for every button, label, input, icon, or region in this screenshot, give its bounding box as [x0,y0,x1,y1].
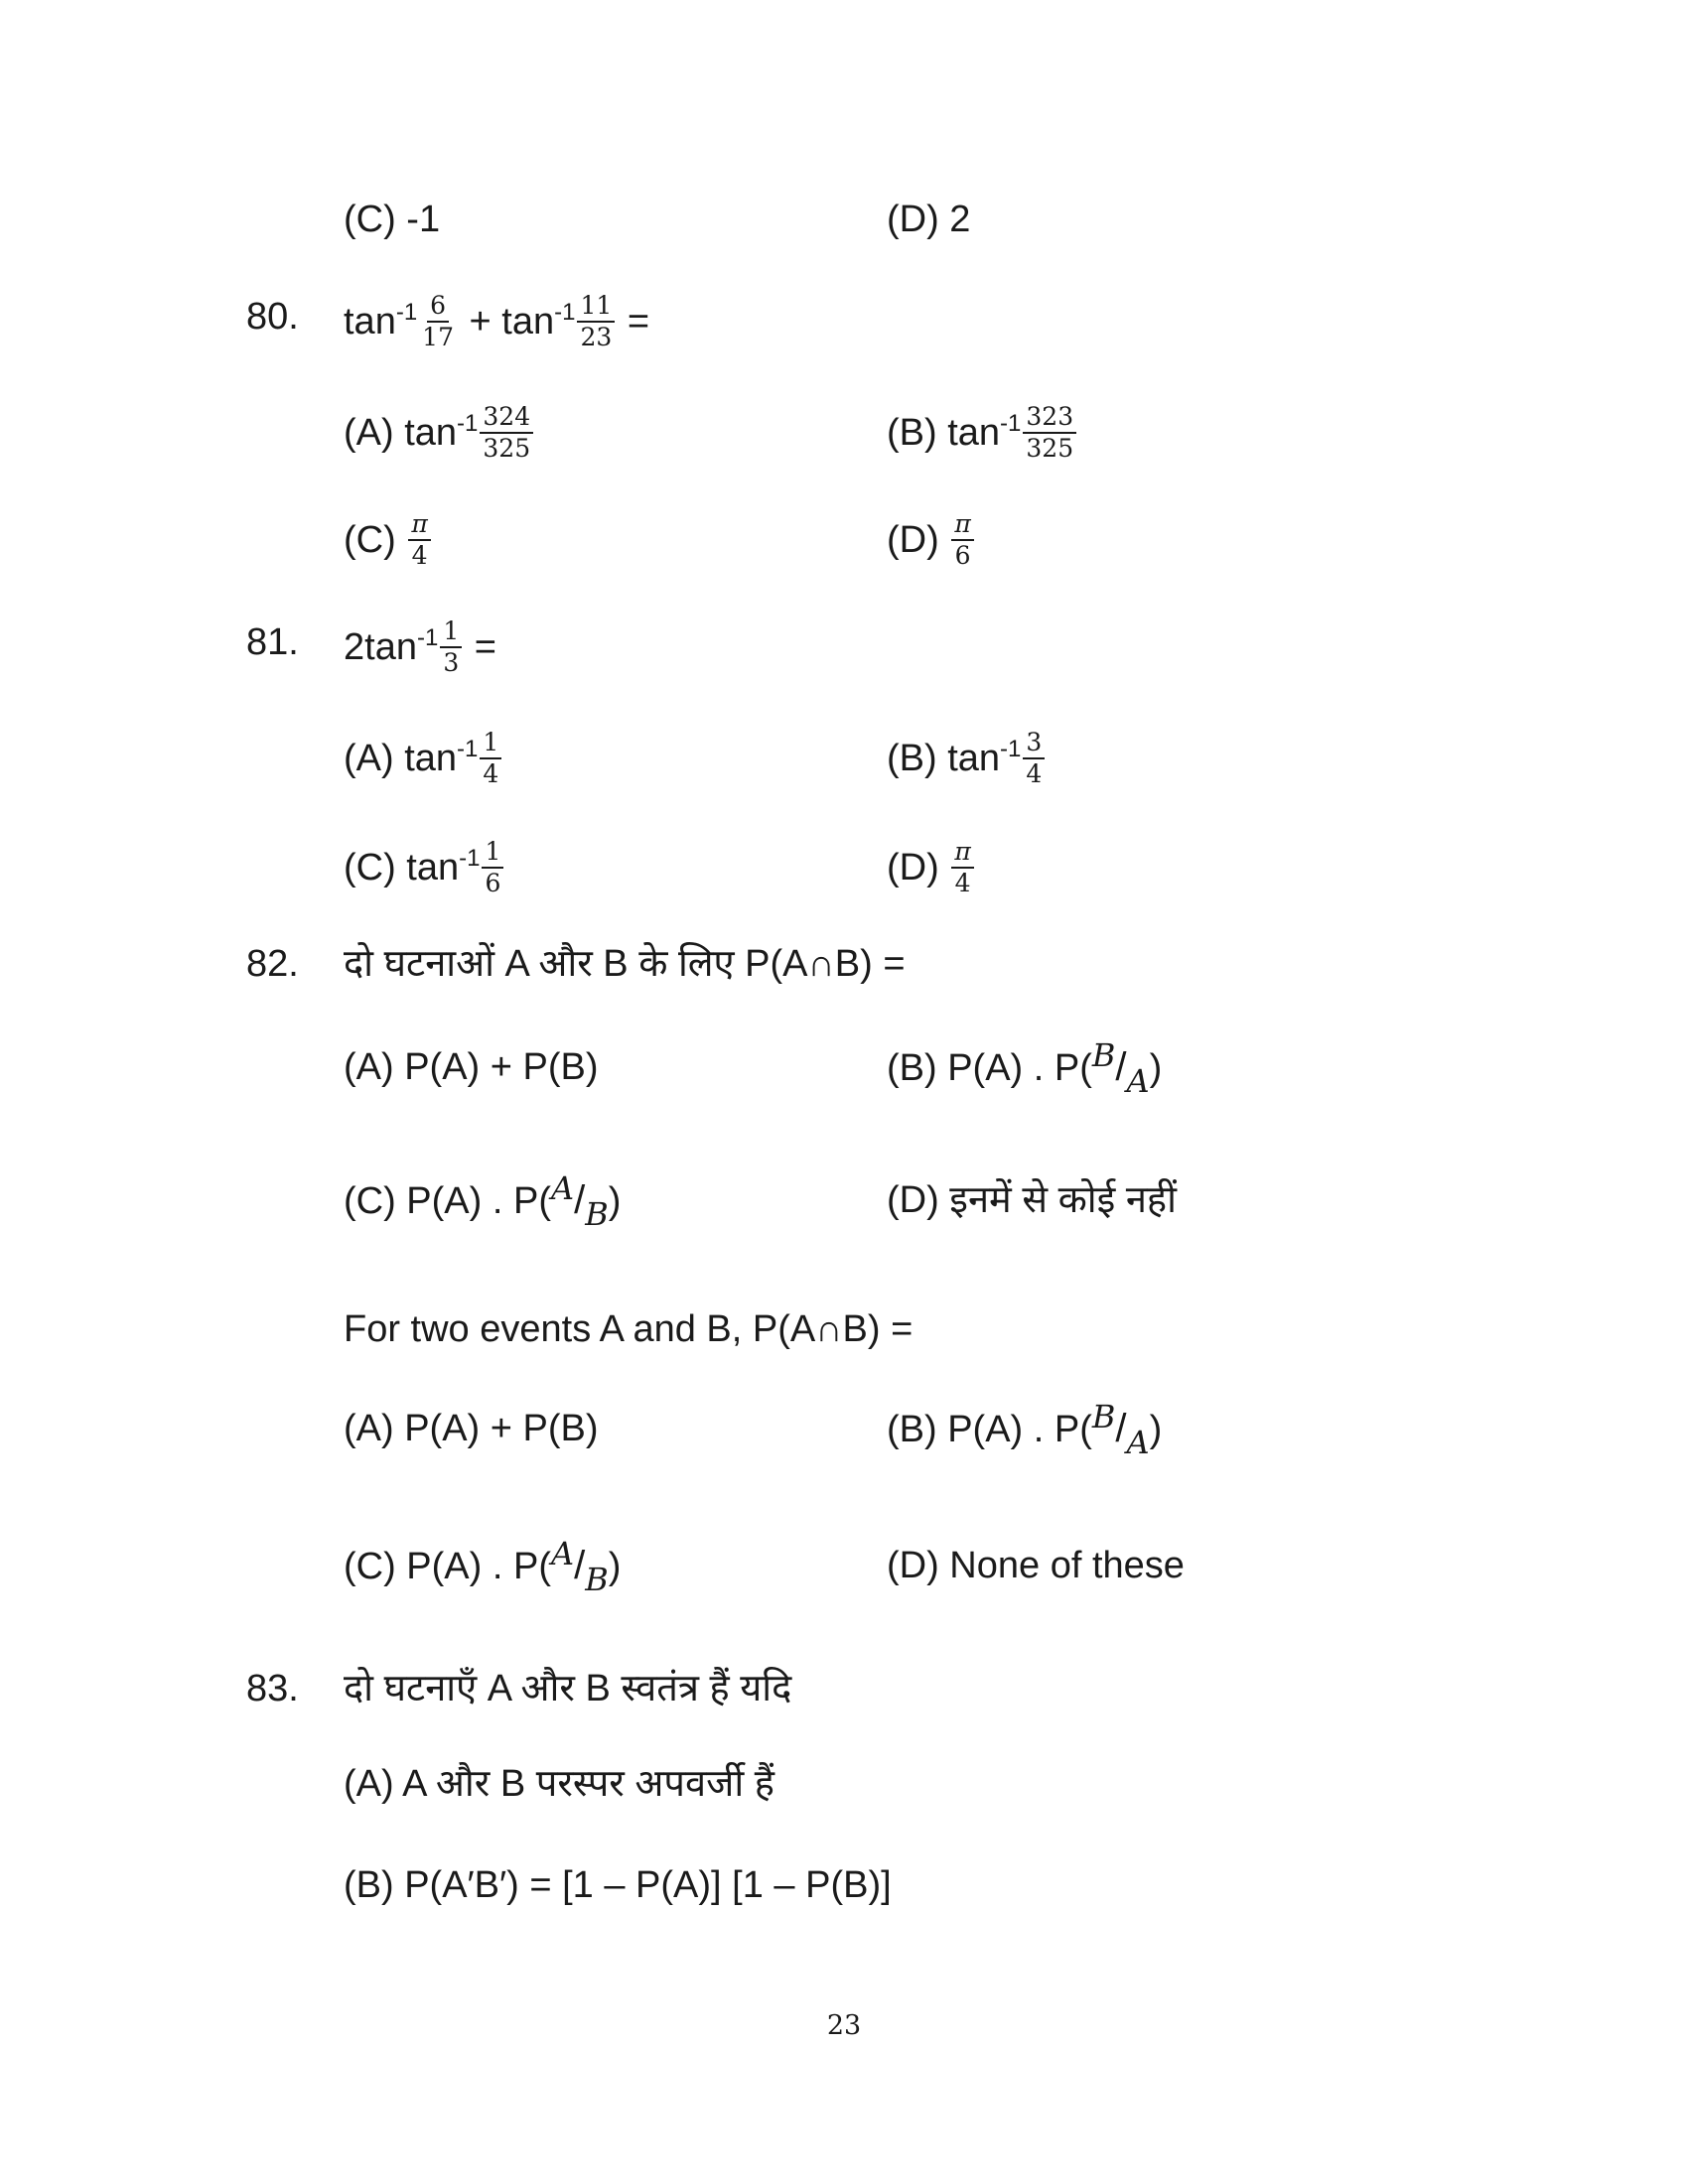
option-a: (A) P(A) + P(B) [344,1408,599,1449]
fraction: $\frac{\pi}{4}$ [951,838,973,897]
option-c: (C) $\tan^{-1}$ $\frac{1}{6}$ [344,840,505,899]
fraction: $\frac{1}{3}$ [440,617,462,677]
question-stem: $2\tan^{-1}$ $\frac{1}{3}$ = [344,616,496,677]
fraction: $\frac{1}{6}$ [482,838,503,897]
option-b: (B) $\tan^{-1}$ $\frac{3}{4}$ [887,731,1047,790]
option-d: (D) None of these [887,1545,1185,1586]
option-a: (A) $\tan^{-1}$ $\frac{1}{4}$ [344,731,503,790]
question-number: 83. [246,1668,299,1709]
fraction: $\frac{11}{23}$ [577,292,615,351]
option-a: (A) $\tan^{-1}$ $\frac{324}{325}$ [344,405,535,465]
fraction: $\frac{6}{17}$ [422,291,454,351]
option-b: (B) P(A) . $P(^B/_A)$ [887,1398,1163,1461]
option-c: (C) P(A) . $P(^A/_B)$ [344,1169,622,1233]
question-number: 82. [246,943,299,985]
option-a: (A) P(A) + P(B) [344,1046,599,1088]
option-d: (D) $\frac{\pi}{6}$ [887,512,976,572]
option-b: (B) $\tan^{-1}$ $\frac{323}{325}$ [887,405,1078,465]
option-d: (D) $\frac{\pi}{4}$ [887,840,976,899]
fraction: $\frac{324}{325}$ [480,403,533,463]
fraction: $\frac{\pi}{4}$ [408,510,430,570]
fraction: $\frac{1}{4}$ [480,729,501,788]
fraction: $\frac{\pi}{6}$ [951,510,973,570]
option-c: (C) P(A) . $P(^A/_B)$ [344,1535,622,1598]
question-stem-hindi: दो घटनाएँ A और B स्वतंत्र हैं यदि [344,1668,792,1709]
question-stem-english: For two events A and B, P(A∩B) = [344,1308,914,1350]
question-stem-hindi: दो घटनाओं A और B के लिए P(A∩B) = [344,943,906,985]
option-d: (D) 2 [887,199,971,240]
question-number: 80. [246,296,299,338]
option-c: (C) $\frac{\pi}{4}$ [344,512,433,572]
option-b: (B) P(A) . $P(^B/_A)$ [887,1036,1163,1100]
fraction: $\frac{3}{4}$ [1023,729,1045,788]
option-c: (C) -1 [344,199,441,240]
option-a: (A) A और B परस्पर अपवर्जी हैं [344,1763,774,1805]
page-number: 23 [826,2010,862,2041]
question-number: 81. [246,621,299,663]
fraction: $\frac{323}{325}$ [1023,403,1076,463]
question-stem: $\tan^{-1}$ $\frac{6}{17}$ + $\tan^{-1}$ $\frac{11}{23}$ = [344,291,650,351]
option-d: (D) इनमें से कोई नहीं [887,1179,1177,1221]
option-b: (B) P(A′B′) = [1 – P(A)] [1 – P(B)] [344,1864,892,1906]
